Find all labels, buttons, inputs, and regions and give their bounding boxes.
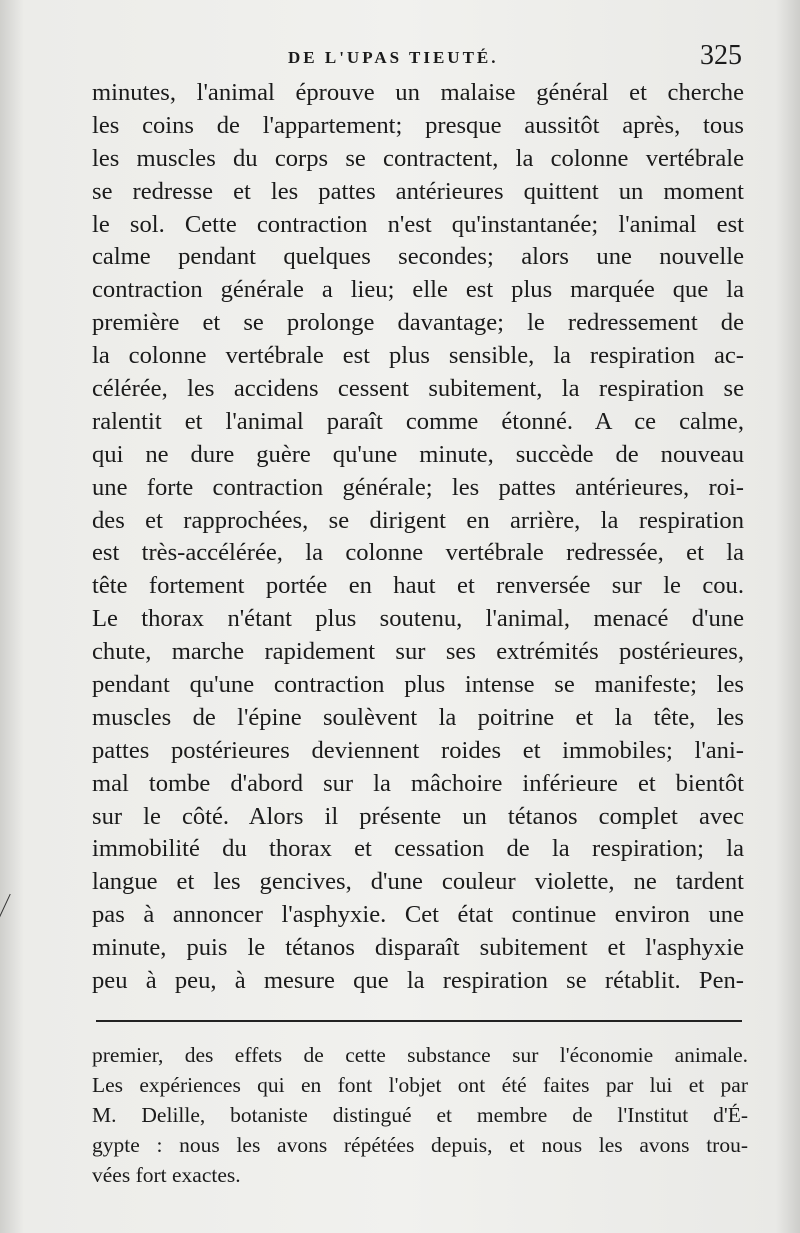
text-line: langue et les gencives, d'une couleur violette, ne tardent [92,868,744,896]
text-line: pattes postérieures deviennent roides et immobiles; l'ani- [92,736,744,764]
text-line: des et rapprochées, se dirigent en arrière, la respiration [92,506,744,534]
text-line: la colonne vertébrale est plus sensible, la respiration ac- [92,342,744,370]
text-line: se redresse et les pattes antérieures quittent un moment [92,177,744,205]
text-line: calme pendant quelques secondes; alors une nouvelle [92,243,744,271]
text-line: muscles de l'épine soulèvent la poitrine et la tête, les [92,703,744,731]
text-line: chute, marche rapidement sur ses extrémités postérieures, [92,638,744,666]
text-line: sur le côté. Alors il présente un tétanos complet avec [92,802,744,830]
footnote [92,1040,748,1190]
text-line: les coins de l'appartement; presque aussitôt après, tous [92,111,744,139]
text-line: peu à peu, à mesure que la respiration se rétablit. Pen- [92,967,744,995]
text-line: immobilité du thorax et cessation de la respiration; la [92,835,744,863]
text-line: une forte contraction générale; les pattes antérieures, roi- [92,473,744,501]
text-line: Le thorax n'étant plus soutenu, l'animal, menacé d'une [92,605,744,633]
text-line: ralentit et l'animal paraît comme étonné. A ce calme, [92,407,744,435]
footnote-line: premier, des effets de cette substance sur l'économie animale. [92,1043,748,1067]
footnote-line: gypte : nous les avons répétées depuis, et nous les avons trou- [92,1133,748,1157]
footnote-line: vées fort exactes. [92,1163,241,1187]
text-line: minute, puis le tétanos disparaît subitement et l'asphyxie [92,934,744,962]
text-line: contraction générale a lieu; elle est plus marquée que la [92,276,744,304]
footnote-line: Les expériences qui en font l'objet ont été faites par lui et par [92,1073,748,1097]
margin-mark [0,894,22,930]
footnote-rule [96,1020,742,1022]
text-line: mal tombe d'abord sur la mâchoire inférieure et bientôt [92,769,744,797]
text-line: minutes, l'animal éprouve un malaise général et cherche [92,79,744,106]
footnote-line: M. Delille, botaniste distingué et membre de l'Institut d'É- [92,1103,748,1127]
text-line: première et se prolonge davantage; le redressement de [92,309,744,337]
running-head: DE L'UPAS TIEUTÉ. [288,48,499,67]
text-line: célérée, les accidens cessent subitement, la respiration se [92,375,744,403]
page-number: 325 [700,40,742,71]
text-line: tête fortement portée en haut et renversée sur le cou. [92,572,744,600]
text-line: est très-accélérée, la colonne vertébrale redressée, et la [92,539,744,567]
text-line: le sol. Cette contraction n'est qu'instantanée; l'animal est [92,210,744,238]
body-text [92,77,744,998]
text-line: pendant qu'une contraction plus intense se manifeste; les [92,671,744,699]
text-line: pas à annoncer l'asphyxie. Cet état continue environ une [92,901,744,929]
text-line: qui ne dure guère qu'une minute, succède de nouveau [92,440,744,468]
text-line: les muscles du corps se contractent, la colonne vertébrale [92,144,744,172]
page-header [92,40,742,78]
